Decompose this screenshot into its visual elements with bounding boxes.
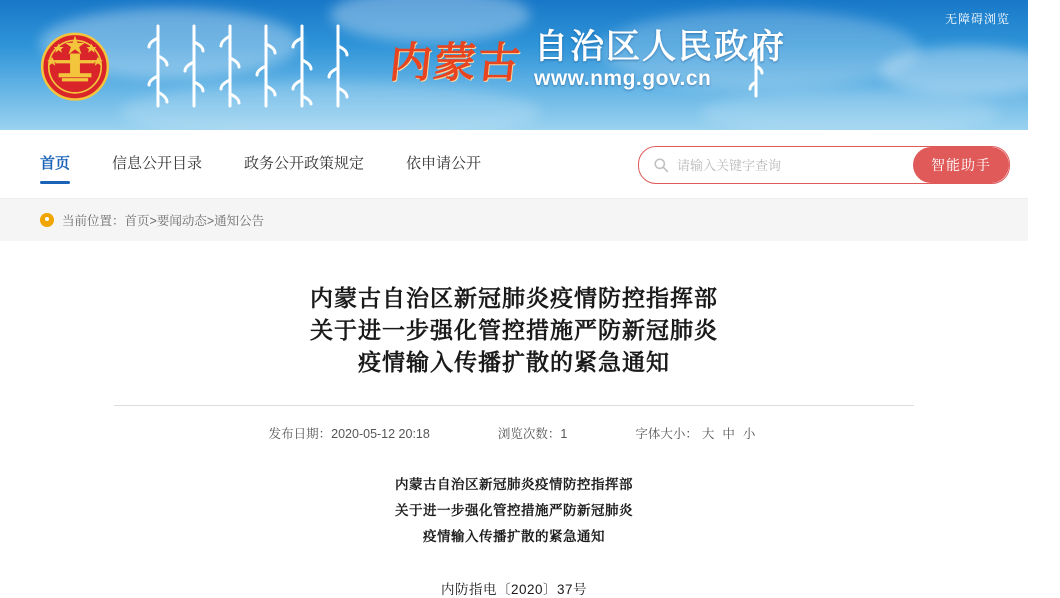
main-nav [0,130,1028,199]
body-line-3: 疫情输入传播扩散的紧急通知 [423,529,605,544]
logo-mark-text: 内蒙古 [387,38,525,87]
nav-item-list [40,130,523,198]
mongolian-script-icon [140,22,380,112]
nav-item-request-disclosure[interactable]: 依申请公开 [406,155,482,172]
font-size-small[interactable]: 小 [742,427,756,441]
font-size-control [635,424,759,442]
body-line-1: 内蒙古自治区新冠肺炎疫情防控指挥部 [395,477,633,492]
breadcrumb-prefix: 当前位置： [62,214,125,228]
title-line-1: 内蒙古自治区新冠肺炎疫情防控指挥部 [310,286,718,312]
location-dot-icon [40,213,54,227]
breadcrumb-item-notices[interactable]: 通知公告 [214,214,265,228]
accessibility-link[interactable]: 无障碍浏览 [944,12,1010,26]
search-input[interactable] [669,148,913,182]
breadcrumb-separator: > [149,214,157,228]
search-icon[interactable] [653,157,669,173]
site-logo[interactable] [387,28,787,92]
breadcrumb [62,211,264,229]
national-emblem-icon [34,24,116,106]
nav-item-home[interactable]: 首页 [40,130,70,198]
view-count-label: 浏览次数： [497,427,561,441]
view-count-value: 1 [560,427,568,441]
publish-date-value: 2020-05-12 20:18 [331,427,430,441]
body-line-2: 关于进一步强化管控措施严防新冠肺炎 [395,503,633,518]
nav-item-policy-rules[interactable]: 政务公开政策规定 [244,155,365,172]
breadcrumb-item-news[interactable]: 要闻动态 [156,214,207,228]
title-line-3: 疫情输入传播扩散的紧急通知 [358,350,670,376]
publish-date [269,424,430,442]
document-number: 内防指电〔2020〕37号 [440,582,588,597]
mongolian-script-right-icon [748,34,764,98]
font-size-large[interactable]: 大 [701,427,715,441]
font-size-label: 字体大小： [635,427,698,441]
article-body [114,472,914,598]
font-size-medium[interactable]: 中 [722,427,735,441]
breadcrumb-separator-2: > [206,214,215,228]
title-line-2: 关于进一步强化管控措施严防新冠肺炎 [310,318,718,344]
page-title [114,283,914,379]
content-area [0,241,1028,598]
search-bar [638,146,1010,184]
view-count [498,424,567,442]
cloud-decoration [880,46,1060,96]
publish-date-label: 发布日期： [268,427,332,441]
site-banner [0,0,1028,130]
article [114,241,914,598]
breadcrumb-bar [0,199,1028,241]
site-url: www.nmg.gov.cn [534,67,712,90]
site-name: 自治区人民政府 [534,28,787,66]
nav-item-info-catalog[interactable]: 信息公开目录 [112,155,203,172]
smart-assistant-button[interactable]: 智能助手 [913,147,1009,183]
breadcrumb-item-home[interactable]: 首页 [124,214,150,228]
article-meta [114,405,914,442]
